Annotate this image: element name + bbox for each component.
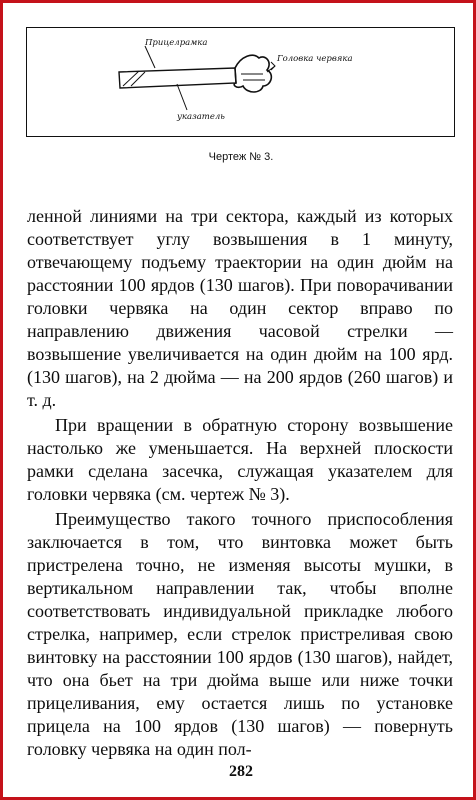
worm-head-label: Головка червяка xyxy=(277,54,353,64)
frame-leader-line xyxy=(145,46,155,68)
pointer-label: указатель xyxy=(177,112,225,122)
pointer-leader-line xyxy=(177,84,187,110)
paragraph: Преимущество такого точного приспособления заключается в том, что винтовка может быть пристрелена точно, не изменяя высоты мушки, в вертикальном направлении так, чтобы вполне соответствовать индивидуальной прикладке любого стрелка, например, если стрелок пристреливая свою винтовку на расстоянии 100 ярдов (130 шагов), найдет, что она бьет на три дюйма выше или ниже точки прицеливания, ему остается лишь по установке прицела на 100 ярдов (130 шагов) — повернуть головку червяка на один пол- xyxy=(27,509,453,759)
paragraph-continued: ленной линиями на три сектора, каждый из которых соответствует углу возвышения в 1 минуту, отвечающему подъему траектории на один дюйм на расстоянии 100 ярдов (130 шагов). При поворачивании головки червяка на один сектор вправо по направлению движения часовой стрелки — возвышение увеличивается на один дюйм на 100 ярд. (130 шагов), на 2 дюйма — на 200 ярдов (260 шагов) и т. д. xyxy=(27,206,453,410)
sight-sketch xyxy=(27,28,453,135)
paragraph: При вращении в обратную сторону возвышение настолько же уменьшается. На верхней плоскости рамки сделана засечка, служащая указателем для головки червяка (см. чертеж № 3). xyxy=(27,415,453,504)
figure-drawing xyxy=(26,27,455,137)
figure-caption: Чертеж № 3. xyxy=(208,151,274,163)
rod-hatch xyxy=(131,72,145,86)
arrow-head xyxy=(271,62,275,70)
page-number: 282 xyxy=(229,763,253,780)
body-text xyxy=(27,205,453,761)
frame-label: Прицелрамка xyxy=(145,38,208,48)
rod-hatch xyxy=(123,71,139,86)
